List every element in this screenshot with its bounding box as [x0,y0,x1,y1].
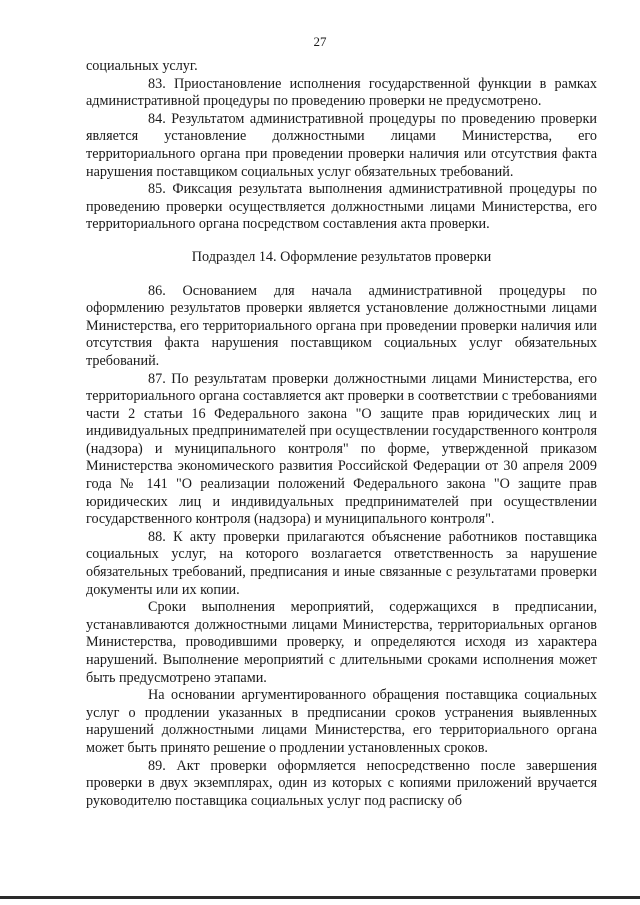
paragraph-87: 87. По результатам проверки должностными лицами Министерства, его территориального органа составляется акт проверки в соответствии с требованиями части 2 статьи 16 Федерального закона "О защите прав юридических лиц и индивидуальных предпринимателей при осуществлении государственного контроля (надзора) и муниципального контроля" по форме, утвержденной приказом Министерства экономического развития Российской Федерации от 30 апреля 2009 года № 141 "О реализации положений Федерального закона "О защите прав юридических лиц и индивидуальных предпринимателей при осуществлении государственного контроля (надзора) и муниципального контроля". [86,370,597,528]
scan-bottom-edge [0,896,640,899]
paragraph-88: 88. К акту проверки прилагаются объяснение работников поставщика социальных услуг, на которого возлагается ответственность за нарушение обязательных требований, предписания и иные связанные с результатами проверки документы или их копии. [86,528,597,598]
paragraph-84: 84. Результатом административной процедуры по проведению проверки является установление должностными лицами Министерства, его территориального органа при проведении проверки наличия или отсутствия факта нарушения поставщиком социальных услуг обязательных требований. [86,110,597,180]
paragraph-continuation: социальных услуг. [86,58,198,74]
paragraph-86: 86. Основанием для начала административной процедуры по оформлению результатов проверки является установление должностными лицами Министерства, его территориального органа при проведении проверки наличия или отсутствия факта нарушения поставщиком социальных услуг обязательных требований. [86,282,597,369]
paragraph-extension: На основании аргументированного обращения поставщика социальных услуг о продлении указанных в предписании сроков устранения выявленных нарушений должностными лицами Министерства, его территориального органа может быть принято решение о продлении установленных сроков. [86,687,597,756]
paragraph-83: 83. Приостановление исполнения государственной функции в рамках административной процедуры по проведению проверки не предусмотрено. [86,75,597,110]
paragraph-deadlines: Сроки выполнения мероприятий, содержащихся в предписании, устанавливаются должностными лицами Министерства, территориальных органов Министерства, проводившими проверку, и определяются исходя из характера нарушений. Выполнение мероприятий с длительными сроками исполнения может быть предусмотрено этапами. [86,599,597,686]
paragraph-89: 89. Акт проверки оформляется непосредственно после завершения проверки в двух экземплярах, один из которых с копиями приложений вручается руководителю поставщика социальных услуг под расписку об [86,757,597,809]
page-number: 27 [313,34,327,49]
document-body [86,58,597,810]
section-heading: Подраздел 14. Оформление результатов проверки [191,248,492,265]
paragraph-85: 85. Фиксация результата выполнения административной процедуры по проведению проверки осуществляется должностными лицами Министерства, его территориального органа посредством составления акта проверки. [86,181,597,233]
